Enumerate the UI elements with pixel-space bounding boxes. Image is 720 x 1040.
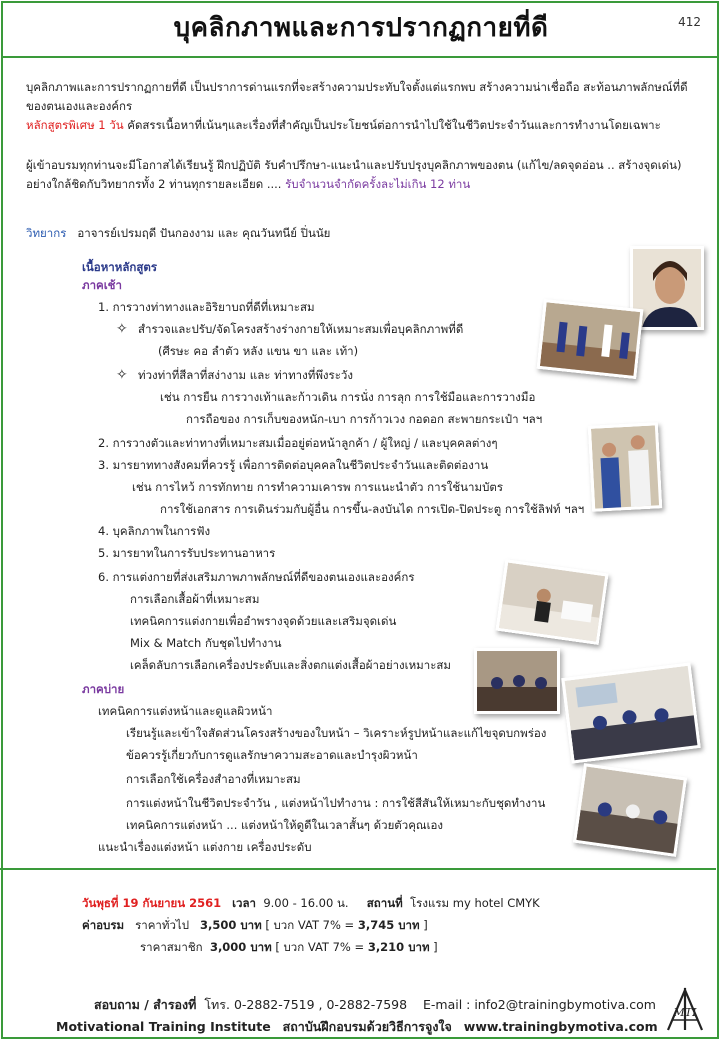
morning-item-3b: การใช้เอกสาร การเดินร่วมกับผู้อื่น การขึ้น-ลงบันได การเปิด-ปิดประตู การใช้ลิฟท์ ฯลฯ (160, 502, 585, 516)
bracket-close: ] (419, 918, 428, 932)
time-label: เวลา (232, 896, 257, 910)
morning-item-1b-text: ท่วงท่าที่สีลาที่สง่างาม และ ท่าทางที่พึงระวัง (138, 368, 353, 382)
fee-member-total: 3,210 บาท (367, 940, 430, 954)
event-venue: โรงแรม my hotel CMYK (409, 896, 540, 910)
fee-general-label: ราคาทั่วไป (135, 918, 189, 932)
training-photo-6 (573, 763, 687, 857)
instructors-names: อาจารย์เปรมฤดี ปันกองงาม และ คุณวันทนีย์ ปิ่นนัย (77, 226, 331, 240)
morning-item-6b: เทคนิคการแต่งกายเพื่ออำพรางจุดด้วยและเสริมจุดเด่น (130, 614, 397, 628)
four-point-star-icon: ✧ (116, 367, 128, 383)
contact-label: สอบถาม / สำรองที่ (94, 997, 197, 1012)
page-number: 412 (678, 15, 701, 29)
org-line (56, 1018, 658, 1036)
org-name-th: สถาบันฝึกอบรมด้วยวิธีการจูงใจ (282, 1019, 452, 1034)
org-name-en: Motivational Training Institute (56, 1019, 271, 1034)
para2-line-2 (26, 175, 696, 194)
fee-member-line (140, 938, 438, 956)
afternoon-item-1: เทคนิคการแต่งหน้าและดูแลผิวหน้า (98, 704, 273, 718)
morning-item-1a-detail: (ศีรษะ คอ ลำตัว หลัง แขน ขา และ เท้า) (158, 344, 359, 358)
contact-email[interactable]: E-mail : info2@trainingbymotiva.com (422, 997, 656, 1012)
training-photo-2 (588, 422, 662, 512)
afternoon-item-1b: ข้อควรรู้เกี่ยวกับการดูแลรักษาความสะอาดและบำรุงผิวหน้า (126, 748, 418, 762)
intro-line-2: ของตนเองและองค์กร (26, 99, 133, 113)
morning-item-6d: เคล็ดลับการเลือกเครื่องประดับและสิ่งตกแต่งเสื้อผ้าอย่างเหมาะสม (130, 658, 451, 672)
instructors-line (26, 224, 696, 243)
fee-general-total: 3,745 บาท (357, 918, 420, 932)
para2-line-2-text: อย่างใกล้ชิดกับวิทยากรทั้ง 2 ท่านทุกรายละเอียด .... (26, 177, 286, 191)
afternoon-heading: ภาคบ่าย (82, 682, 125, 696)
training-photo-3 (495, 559, 608, 645)
morning-item-1b-detail-2: การถือของ การเก็บของหนัก-เบา การก้าวเวง กอดอก สะพายกระเป๋า ฯลฯ (186, 412, 543, 426)
morning-item-2: 2. การวางตัวและท่าทางที่เหมาะสมเมื่ออยู่ต่อหน้าลูกค้า / ผู้ใหญ่ / และบุคคลต่างๆ (98, 436, 498, 450)
seat-limit-note: รับจำนวนจำกัดครั้งละไม่เกิน 12 ท่าน (285, 177, 471, 191)
morning-item-4: 4. บุคลิกภาพในการฟัง (98, 524, 211, 538)
afternoon-item-1a: เรียนรู้และเข้าใจสัดส่วนโครงสร้างของใบหน้า – วิเคราะห์รูปหน้าและแก้ไขจุดบกพร่อง (126, 726, 547, 740)
morning-item-1a (116, 320, 463, 338)
fee-member-vat: [ บวก VAT 7% = (275, 940, 368, 954)
training-photo-5 (561, 662, 701, 763)
fee-label: ค่าอบรม (82, 918, 125, 932)
title-bar (3, 3, 719, 58)
instructors-label: วิทยากร (26, 226, 67, 240)
event-time: 9.00 - 16.00 น. (263, 896, 349, 910)
event-date-line (82, 894, 540, 912)
morning-item-3: 3. มารยาททางสังคมที่ควรรู้ เพื่อการติดต่อบุคคลในชีวิตประจำวันและติดต่องาน (98, 458, 489, 472)
special-course-text: คัดสรรเนื้อหาที่เน้นๆและเรื่องที่สำคัญเป็นประโยชน์ต่อการนำไปใช้ในชีวิตประจำวันและการทำงานโดยเฉพาะ (123, 118, 661, 132)
training-photo-1 (537, 299, 644, 379)
fee-member-label: ราคาสมาชิก (140, 940, 203, 954)
training-photo-4 (474, 648, 560, 714)
morning-item-6c: Mix & Match กับชุดไปทำงาน (130, 636, 282, 650)
afternoon-item-1e: เทคนิคการแต่งหน้า ... แต่งหน้าให้ดูดีในเวลาสั้นๆ ด้วยตัวคุณเอง (126, 818, 444, 832)
special-course-line (26, 116, 696, 135)
venue-label: สถานที่ (366, 896, 403, 910)
mti-logo (664, 986, 706, 1032)
intro-paragraph (26, 78, 696, 135)
fee-general-line (82, 916, 428, 934)
intro-paragraph-2 (26, 156, 696, 194)
bracket-close: ] (429, 940, 438, 954)
morning-item-6: 6. การแต่งกายที่ส่งเสริมภาพภาพลักษณ์ที่ดีของตนเองและองค์กร (98, 570, 415, 584)
intro-line-1: บุคลิกภาพและการปรากฏกายที่ดี เป็นปราการด่านแรกที่จะสร้างความประทับใจตั้งแต่แรกพบ สร้างความน่าเชื่อถือ สะท้อนภาพลักษณ์ที่ดี (26, 80, 688, 94)
morning-item-1b-detail-1: เช่น การยืน การวางเท้าและก้าวเดิน การนั่ง การลุก การใช้มือและการวางมือ (160, 390, 536, 404)
contact-line (94, 996, 656, 1014)
event-date: วันพุธที่ 19 กันยายน 2561 (82, 896, 222, 910)
morning-item-1: 1. การวางท่าทางและอิริยาบถที่ดีที่เหมาะสม (98, 300, 315, 314)
afternoon-item-2: แนะนำเรื่องแต่งหน้า แต่งกาย เครื่องประดับ (98, 840, 312, 854)
morning-item-6a: การเลือกเสื้อผ้าที่เหมาะสม (130, 592, 260, 606)
afternoon-item-1d: การแต่งหน้าในชีวิตประจำวัน , แต่งหน้าไปทำงาน : การใช้สีสันให้เหมาะกับชุดทำงาน (126, 796, 546, 810)
page-title: บุคลิกภาพและการปรากฏกายที่ดี (173, 13, 549, 43)
four-point-star-icon: ✧ (116, 321, 128, 337)
para2-line-1: ผู้เข้าอบรมทุกท่านจะมีโอกาสได้เรียนรู้ ฝึกปฏิบัติ รับคำปรึกษา-แนะนำและปรับปรุงบุคลิกภาพของตน (แก้ไข/ลดจุดอ่อน .. สร้างจุดเด่น) (26, 158, 682, 172)
website-link[interactable]: www.trainingbymotiva.com (463, 1019, 658, 1034)
special-course-label: หลักสูตรพิเศษ 1 วัน (26, 118, 124, 132)
morning-item-1b (116, 366, 353, 384)
morning-item-5: 5. มารยาทในการรับประทานอาหาร (98, 546, 276, 560)
footer-divider (0, 868, 716, 870)
fee-general-vat: [ บวก VAT 7% = (265, 918, 358, 932)
morning-item-3a: เช่น การไหว้ การทักทาย การทำความเคารพ การแนะนำตัว การใช้นามบัตร (132, 480, 504, 494)
morning-heading: ภาคเช้า (82, 278, 122, 292)
afternoon-item-1c: การเลือกใช้เครื่องสำอางที่เหมาะสม (126, 772, 301, 786)
fee-general: 3,500 บาท (199, 918, 262, 932)
logo-text: MTI (673, 1006, 697, 1019)
fee-member: 3,000 บาท (209, 940, 272, 954)
course-heading: เนื้อหาหลักสูตร (82, 260, 157, 274)
contact-phone[interactable]: โทร. 0-2882-7519 , 0-2882-7598 (204, 997, 408, 1012)
morning-item-1a-text: สำรวจและปรับ/จัดโครงสร้างร่างกายให้เหมาะสมเพื่อบุคลิกภาพที่ดี (138, 322, 464, 336)
